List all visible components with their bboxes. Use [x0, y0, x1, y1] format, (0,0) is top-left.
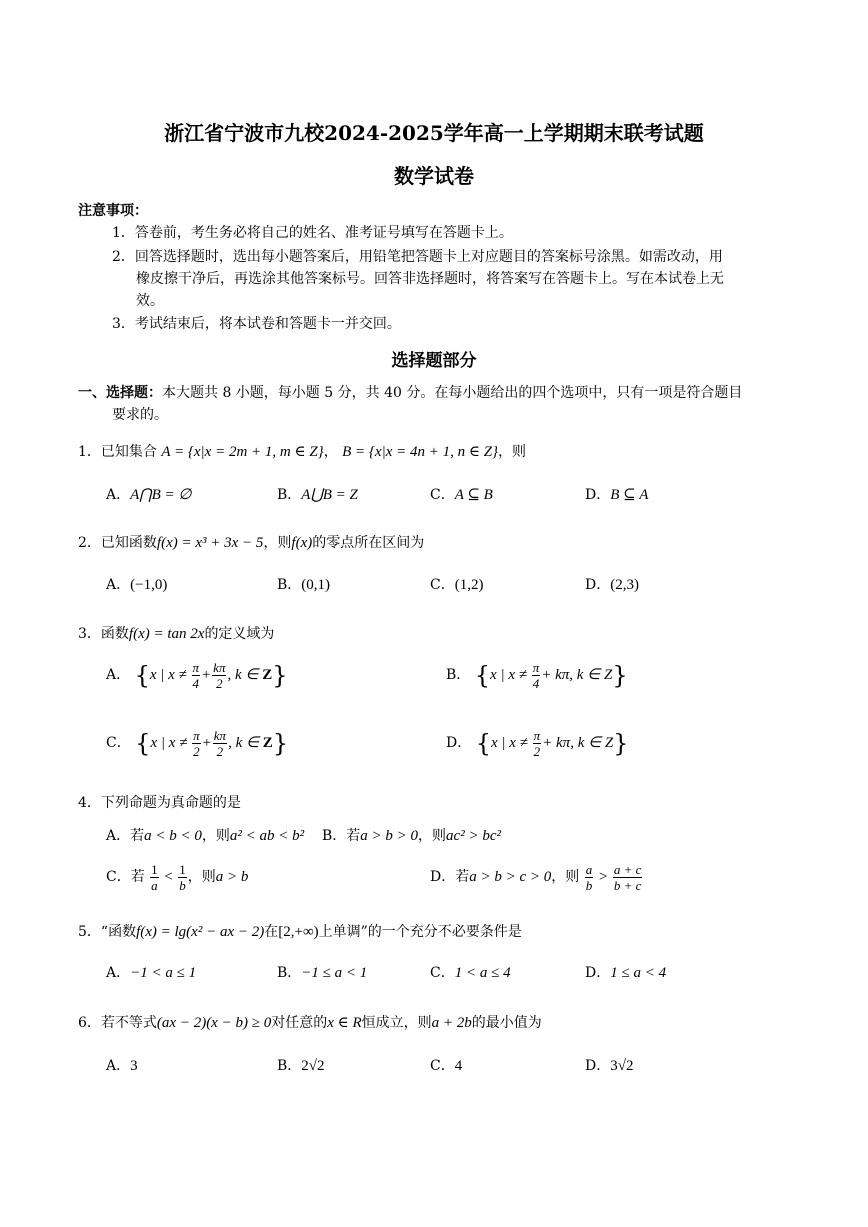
q2-mid: ，则	[263, 535, 292, 551]
q4b-condition: a > b > 0	[360, 828, 419, 844]
q3-stem: 3．函数	[78, 626, 129, 642]
q4b-result: ac² > bc²	[446, 828, 501, 844]
q4d-condition: a > b > c > 0	[469, 868, 552, 885]
option-math: 1 < a ≤ 4	[454, 965, 511, 981]
notice-item-1: 1．答卷前，考生务必将自己的姓名、准考证号填写在答题卡上。	[112, 225, 513, 241]
q1-option-c[interactable]	[430, 484, 493, 504]
q5-function: f(x) = lg(x² − ax − 2)	[136, 924, 265, 940]
part-label: 一、选择题：	[78, 385, 162, 401]
option-label: C．	[106, 734, 131, 751]
q6-expression: a + 2b	[431, 1015, 472, 1031]
frac: $\frac{\pi}{4}$	[192, 660, 200, 691]
frac: $\frac{k\pi}{2}$	[213, 728, 227, 759]
q5-option-c[interactable]	[430, 962, 511, 982]
option-label: A．	[106, 487, 131, 503]
q4-option-d[interactable]: D．若a > b > c > 0，则 $\frac{a}{b}$ > $\frac{a + c}{b + c}$	[430, 862, 642, 893]
q1-option-b[interactable]	[277, 484, 358, 504]
q1-sep: ，	[323, 444, 338, 460]
notice-item-2: 2．回答选择题时，选出每小题答案后，用铅笔把答题卡上对应题目的答案标号涂黑。如需改动，用	[112, 249, 723, 265]
option-math: 3√2	[610, 1058, 634, 1074]
set-rest: + kπ, k ∈ Z	[541, 666, 613, 683]
option-label: C．	[430, 1058, 455, 1074]
q6-domain: x ∈ R	[327, 1015, 362, 1031]
notice-item-3: 3．考试结束后，将本试卷和答题卡一并交回。	[112, 316, 401, 332]
option-math: 3	[130, 1058, 138, 1074]
q4d-mid: ，则	[551, 868, 580, 885]
part-description	[78, 382, 742, 402]
q1-stem: 1．已知集合	[78, 444, 157, 460]
part-desc-line2: 要求的。	[112, 407, 168, 423]
option-math: 2√2	[301, 1058, 325, 1074]
q4a-condition: a < b < 0	[144, 828, 202, 844]
question-4: 4．下列命题为真命题的是	[78, 795, 241, 811]
q5-option-d[interactable]	[585, 962, 666, 982]
q3-option-d[interactable]: D． {x | x ≠ $\frac{\pi}{2}$ + kπ, k ∈ Z}	[446, 728, 629, 759]
frac: $\frac{1}{b}$	[179, 862, 186, 893]
frac: $\frac{\pi}{2}$	[193, 728, 200, 759]
q4-option-a[interactable]	[106, 825, 304, 845]
q6-option-c[interactable]	[430, 1055, 462, 1075]
option-math: A ⊆ B	[454, 487, 493, 503]
q2-option-a[interactable]	[106, 574, 167, 594]
q4-option-b[interactable]	[322, 825, 501, 845]
option-label: D．若	[430, 868, 470, 885]
q3-tail: 的定义域为	[204, 626, 275, 642]
frac: $\frac{a}{b}$	[585, 862, 593, 893]
option-label: D．	[585, 965, 611, 981]
frac: $\frac{k\pi}{2}$	[213, 660, 226, 691]
q1-set-a: A = {x|x = 2m + 1, m ∈ Z}	[161, 444, 324, 460]
q3-function: f(x) = tan 2x	[128, 626, 205, 642]
q4c-result: a > b	[215, 868, 249, 885]
option-label: A．	[106, 1058, 131, 1074]
option-math: 4	[454, 1058, 463, 1074]
option-label: A．	[106, 577, 131, 593]
q5-stem: 5．“函数	[78, 924, 137, 940]
option-label: C．若	[106, 868, 145, 885]
frac: $\frac{a + c}{b + c}$	[613, 862, 642, 893]
q3-option-b[interactable]: B． {x | x ≠ $\frac{\pi}{4}$ + kπ, k ∈ Z}	[446, 660, 628, 691]
q1-set-b: B = {x|x = 4n + 1, n ∈ Z}	[342, 444, 499, 460]
q1-option-d[interactable]	[585, 484, 648, 504]
q6-option-a[interactable]	[106, 1055, 138, 1075]
q2-f: f(x)	[291, 535, 313, 551]
q4a-mid: ，则	[201, 828, 230, 844]
frac: $\frac{\pi}{2}$	[533, 728, 541, 759]
option-math: (−1,0)	[130, 577, 168, 593]
option-label: D．	[446, 734, 472, 751]
option-math: A⋂B = ∅	[130, 487, 192, 503]
option-math: (1,2)	[454, 577, 484, 593]
q4a-result: a² < ab < b²	[229, 828, 305, 844]
q2-tail: 的零点所在区间为	[312, 535, 425, 551]
q1-option-a[interactable]	[106, 484, 191, 504]
q2-stem: 2．已知函数	[78, 535, 157, 551]
page-title: 浙江省宁波市九校2024-2025学年高一上学期期末联考试题	[164, 121, 704, 145]
option-label: D．	[585, 1058, 611, 1074]
set-rest: + kπ, k ∈ Z	[542, 734, 614, 751]
q6-mid2: 恒成立，则	[361, 1015, 432, 1031]
option-label: D．	[585, 487, 611, 503]
option-math: A⋃B = Z	[301, 487, 358, 503]
q5-tail: 上单调”的一个充分不必要条件是	[318, 924, 522, 940]
q2-option-c[interactable]	[430, 574, 483, 594]
section-title: 选择题部分	[391, 351, 477, 371]
q2-function: f(x) = x³ + 3x − 5	[156, 535, 264, 551]
q6-mid: 对任意的	[271, 1015, 328, 1031]
page-subtitle: 数学试卷	[394, 164, 474, 188]
question-6	[78, 1012, 542, 1032]
option-label: D．	[585, 577, 611, 593]
q5-option-b[interactable]	[277, 962, 367, 982]
q1-tail: ，则	[498, 444, 527, 460]
option-label: B．	[277, 487, 302, 503]
option-math: (2,3)	[610, 577, 639, 593]
option-label: B．	[277, 1058, 302, 1074]
q6-inequality: (ax − 2)(x − b) ≥ 0	[156, 1015, 272, 1031]
frac: $\frac{1}{a}$	[151, 862, 158, 893]
option-math: (0,1)	[301, 577, 331, 593]
q3-option-c[interactable]: C． {x | x ≠ $\frac{\pi}{2}$ + $\frac{k\pi}{2}$ , k ∈ Z}	[106, 728, 289, 759]
frac: $\frac{\pi}{4}$	[532, 660, 540, 691]
q6-tail: 的最小值为	[471, 1015, 542, 1031]
notice-item-2-end: 效。	[136, 293, 164, 309]
q4c-mid: ，则	[187, 868, 216, 885]
q2-option-d[interactable]	[585, 574, 639, 594]
question-2	[78, 532, 424, 552]
q6-option-d[interactable]	[585, 1055, 633, 1075]
option-label: C．	[430, 965, 455, 981]
option-label: B．	[277, 965, 302, 981]
option-label: A．	[106, 666, 131, 683]
q4-option-c[interactable]: C．若 $\frac{1}{a}$ < $\frac{1}{b}$ ，则a > b	[106, 862, 249, 893]
q5-mid: 在	[264, 924, 279, 940]
q3-option-a[interactable]: A． {x | x ≠ $\frac{\pi}{4}$ + $\frac{k\pi}{2}$ , k ∈ Z}	[106, 660, 288, 691]
notice-heading: 注意事项：	[78, 203, 148, 219]
option-math: −1 < a ≤ 1	[130, 965, 197, 981]
option-math: B ⊆ A	[610, 487, 649, 503]
part-desc-line1: 本大题共 8 小题，每小题 5 分，共 40 分。在每小题给出的四个选项中，只有一项是符合题目	[162, 385, 743, 401]
option-math: −1 ≤ a < 1	[301, 965, 368, 981]
option-label: C．	[430, 577, 455, 593]
q6-option-b[interactable]	[277, 1055, 325, 1075]
option-label: B．若	[322, 828, 361, 844]
notice-item-2-cont: 橡皮擦干净后，再选涂其他答案标号。回答非选择题时，将答案写在答题卡上。写在本试卷上无	[136, 271, 724, 287]
option-math: 1 ≤ a < 4	[610, 965, 667, 981]
question-5	[78, 921, 522, 941]
option-label: C．	[430, 487, 455, 503]
question-1	[78, 441, 526, 461]
option-label: B．	[277, 577, 302, 593]
q6-stem: 6．若不等式	[78, 1015, 157, 1031]
q4b-mid: ，则	[418, 828, 447, 844]
question-3	[78, 623, 274, 643]
q5-interval: [2,+∞)	[278, 924, 319, 940]
option-label: A．若	[106, 828, 145, 844]
q5-option-a[interactable]	[106, 962, 196, 982]
option-label: B．	[446, 666, 471, 683]
option-label: A．	[106, 965, 131, 981]
q2-option-b[interactable]	[277, 574, 330, 594]
